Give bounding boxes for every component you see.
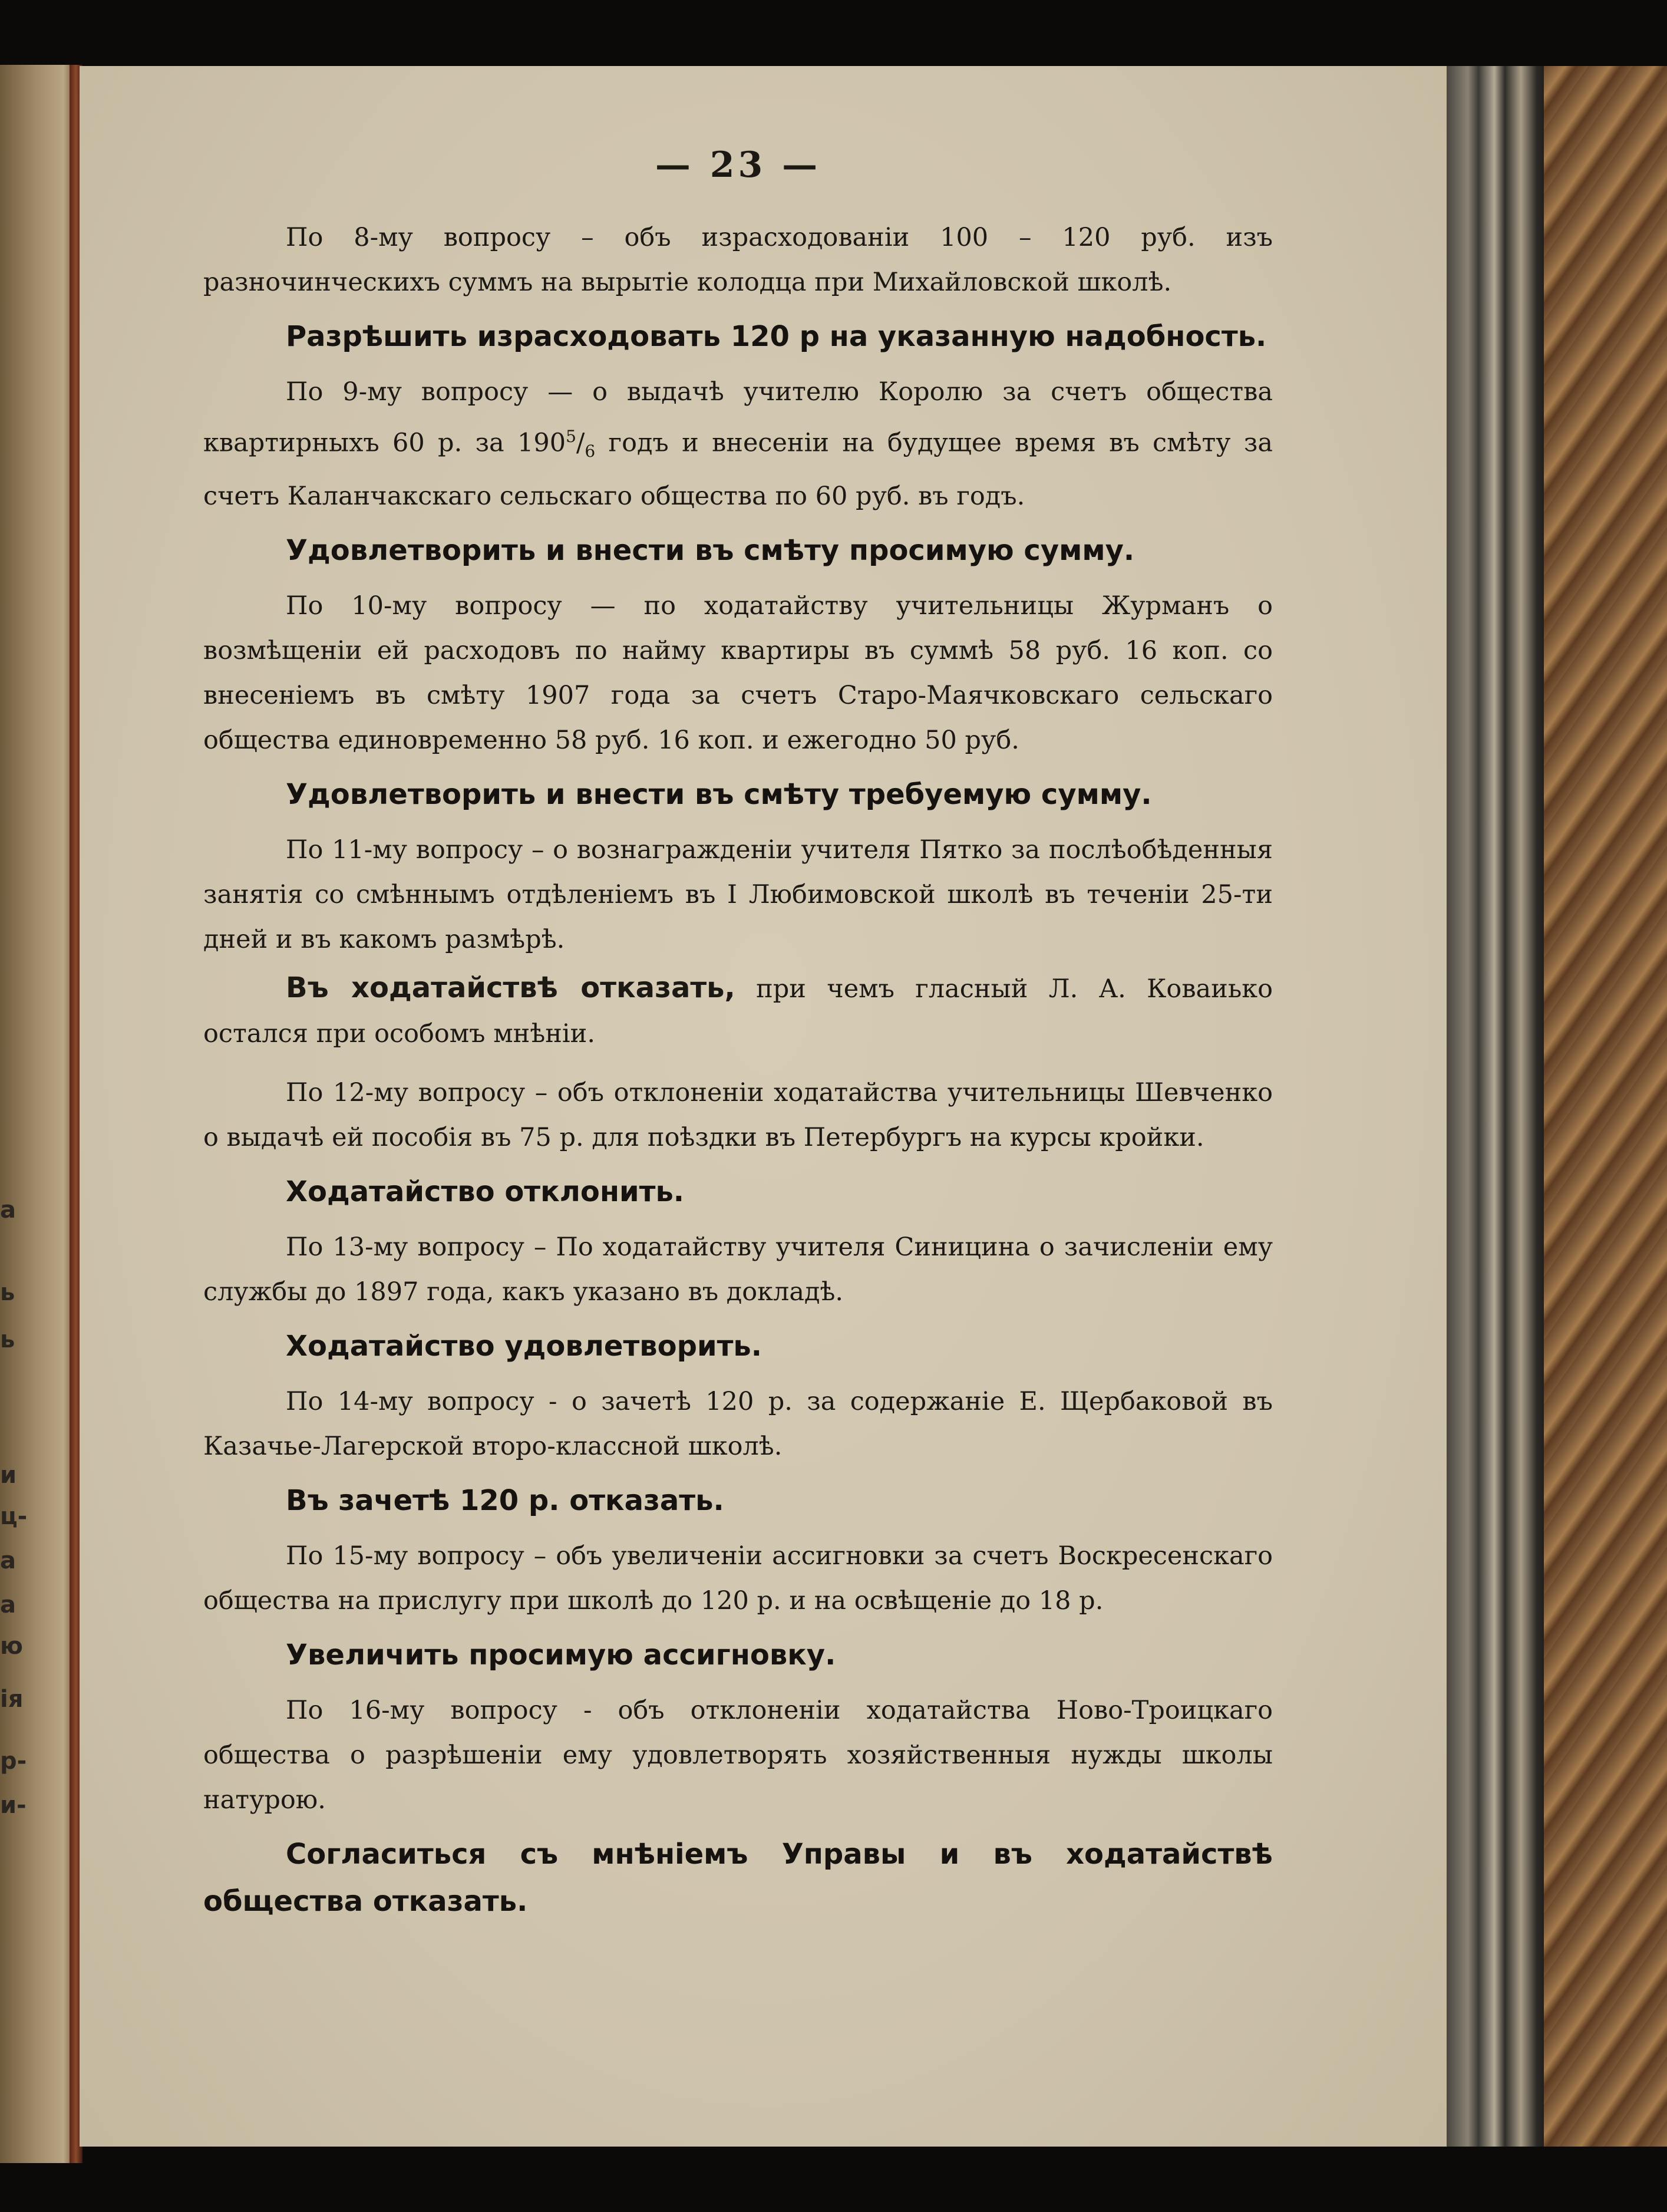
resolution-8: Разрѣшить израсходовать 120 р на указанную надобность.: [286, 320, 1267, 353]
question-13: По 13-му вопросу – По ходатайству учителя Синицина о зачисленіи ему службы до 1897 года, какъ указано въ докладѣ.: [203, 1232, 1273, 1307]
fraction-numerator: 5: [566, 427, 576, 446]
question-16: По 16-му вопросу - объ отклоненіи ходатайства Ново-Троицкаго общества о разрѣшеніи ему удовлетворять хозяйственныя нужды школы натурою.: [203, 1695, 1273, 1815]
question-15: По 15-му вопросу – объ увеличеніи ассигновки за счетъ Воскресенскаго общества на прислугу при школѣ до 120 р. и на освѣщеніе до 18 р.: [203, 1541, 1273, 1616]
edge-letter: и: [0, 1462, 17, 1489]
question-9-text: По 9-му вопросу — о выдачѣ учителю Королю за счетъ общества квартирныхъ 60 р. за 190: [203, 377, 1273, 458]
edge-letter: ц-: [0, 1503, 28, 1530]
question-12: По 12-му вопросу – объ отклоненіи ходатайства учительницы Шевченко о выдачѣ ей пособія въ 75 р. для поѣздки въ Петербургъ на курсы кройки.: [203, 1077, 1273, 1152]
page-stack-edge: [1447, 66, 1553, 2147]
resolution-12: Ходатайство отклонить.: [286, 1175, 685, 1208]
resolution-16: Согласиться съ мнѣніемъ Управы и въ ходатайствѣ общества отказать.: [203, 1837, 1273, 1918]
left-page-edge: [0, 65, 80, 2163]
edge-letter: ь: [0, 1279, 15, 1306]
edge-letter: а: [0, 1196, 16, 1224]
marbled-binding: [1544, 66, 1667, 2147]
edge-letter: ія: [0, 1686, 24, 1713]
question-9: По 9-му вопросу — о выдачѣ учителю Королю за счетъ общества квартирныхъ 60 р. за $190^5/_6$ годъ и внесеніи на будущее время въ смѣту за счетъ Каланчакскаго сельскаго общества по 60 руб. въ годъ.: [203, 377, 1273, 511]
question-14: По 14-му вопросу - о зачетѣ 120 р. за содержаніе Е. Щербаковой въ Казачье-Лагерской второ-классной школѣ.: [203, 1386, 1273, 1461]
resolution-15: Увеличить просимую ассигновку.: [286, 1638, 836, 1672]
edge-letter: р-: [0, 1748, 27, 1775]
resolution-11-rest: при чемъ гласный Л. А. Коваиько остался при особомъ мнѣніи.: [203, 974, 1273, 1049]
question-9-text-rest: годъ и внесеніи на будущее время въ смѣту за счетъ Каланчакскаго сельскаго общества по 60 руб. въ годъ.: [203, 428, 1273, 511]
resolution-11-bold: Въ ходатайствѣ отказать,: [286, 971, 735, 1004]
edge-letter: а: [0, 1547, 16, 1574]
resolution-10: Удовлетворить и внести въ смѣту требуемую сумму.: [286, 777, 1152, 811]
fraction-denominator: 6: [585, 441, 596, 461]
resolution-9: Удовлетворить и внести въ смѣту просимую сумму.: [286, 533, 1135, 567]
edge-letter: и-: [0, 1792, 27, 1819]
edge-letter: ь: [0, 1326, 15, 1353]
edge-letter: а: [0, 1591, 16, 1618]
resolution-14: Въ зачетѣ 120 р. отказать.: [286, 1484, 724, 1517]
question-11: По 11-му вопросу – о вознагражденіи учителя Пятко за послѣобѣденныя занятія со смѣннымъ отдѣленіемъ въ I Любимовской школѣ въ теченіи 25-ти дней и въ какомъ размѣрѣ.: [203, 835, 1273, 954]
resolution-13: Ходатайство удовлетворить.: [286, 1329, 762, 1363]
question-10: По 10-му вопросу — по ходатайству учительницы Журманъ о возмѣщеніи ей расходовъ по найму квартиры въ суммѣ 58 руб. 16 коп. со внесеніемъ въ смѣту 1907 года за счетъ Старо-Маячковскаго сельскаго общества единовременно 58 руб. 16 коп. и ежегодно 50 руб.: [203, 591, 1273, 755]
page-number: — 23 —: [655, 144, 821, 186]
question-8: По 8-му вопросу – объ израсходованіи 100 – 120 руб. изъ разночинческихъ суммъ на вырытіе колодца при Михайловской школѣ.: [203, 223, 1273, 297]
edge-letter: ю: [0, 1633, 23, 1660]
page-content: [203, 144, 1273, 1934]
resolution-11: [203, 965, 1273, 1056]
